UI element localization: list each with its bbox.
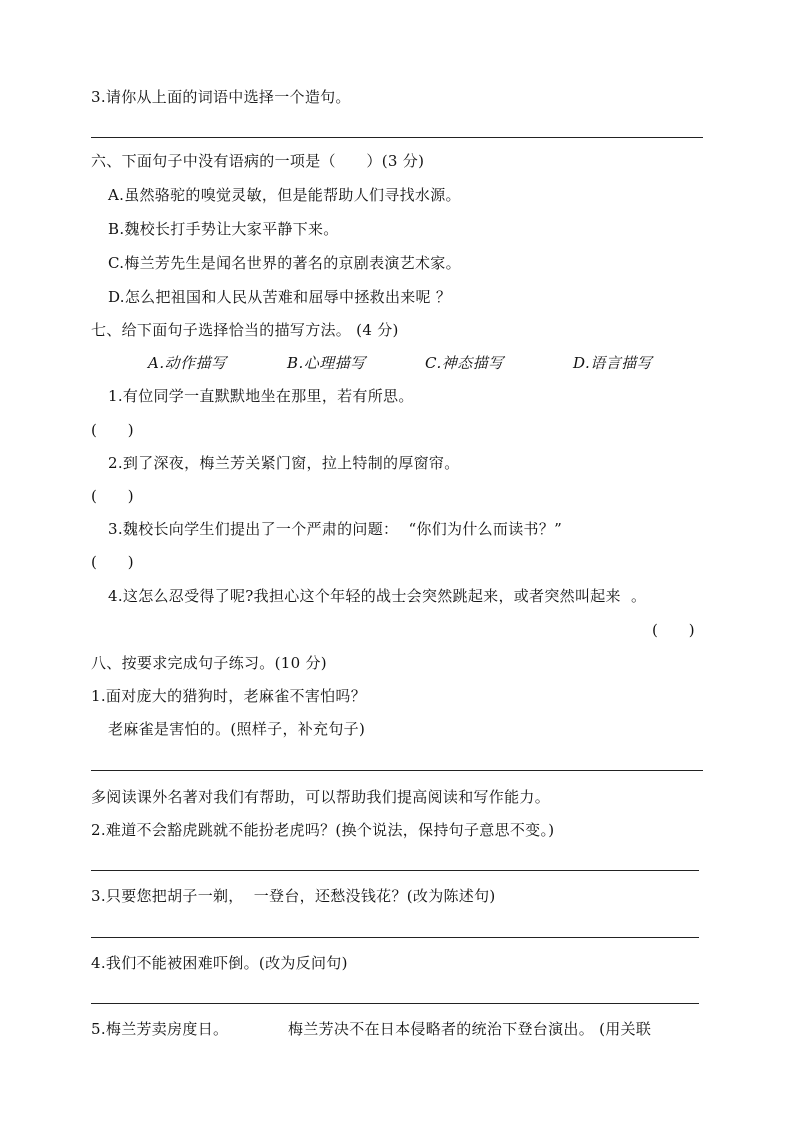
section-8-question-5-part-1: 5.梅兰芳卖房度日。: [91, 1020, 229, 1038]
section-6-option-a: A.虽然骆驼的嗅觉灵敏，但是能帮助人们寻找水源。: [108, 186, 461, 204]
section-8-question-1: 1.面对庞大的猎狗时，老麻雀不害怕吗？: [91, 687, 367, 705]
answer-parentheses[interactable]: ( ): [652, 621, 695, 639]
question-3-word-sentence: 3.请你从上面的词语中选择一个造句。: [91, 88, 351, 106]
answer-line[interactable]: [91, 937, 699, 938]
answer-line[interactable]: [91, 1003, 699, 1004]
section-6-option-d: D.怎么把祖国和人民从苦难和屈辱中拯救出来呢 ？: [108, 288, 452, 306]
answer-parentheses[interactable]: ( ): [91, 553, 134, 571]
section-7-question-2: 2.到了深夜，梅兰芳关紧门窗，拉上特制的厚窗帘。: [108, 454, 460, 472]
section-8-question-1-instruction: 老麻雀是害怕的。(照样子，补充句子): [108, 720, 366, 738]
section-6-option-c: C.梅兰芳先生是闻名世界的著名的京剧表演艺术家。: [108, 254, 461, 272]
answer-line[interactable]: [91, 770, 703, 771]
section-8-question-4: 4.我们不能被困难吓倒。(改为反问句): [91, 954, 348, 972]
section-7-title: 七、给下面句子选择恰当的描写方法。 (4 分): [91, 321, 399, 339]
answer-line[interactable]: [91, 870, 699, 871]
section-8-question-3: 3.只要您把胡子一剃， 一登台，还愁没钱花？(改为陈述句): [91, 887, 496, 905]
method-option-c: C.神态描写: [425, 354, 504, 372]
section-8-title: 八、按要求完成句子练习。(10 分): [91, 654, 327, 672]
answer-parentheses[interactable]: ( ): [91, 421, 134, 439]
answer-line[interactable]: [91, 137, 703, 138]
section-6-option-b: B.魏校长打手势让大家平静下来。: [108, 220, 339, 238]
section-8-question-2: 2.难道不会豁虎跳就不能扮老虎吗？(换个说法，保持句子意思不变。): [91, 821, 555, 839]
section-8-question-1-example: 多阅读课外名著对我们有帮助，可以帮助我们提高阅读和写作能力。: [91, 788, 551, 806]
method-option-b: B.心理描写: [287, 354, 366, 372]
section-7-question-1: 1.有位同学一直默默地坐在那里，若有所思。: [108, 387, 414, 405]
answer-parentheses[interactable]: ( ): [91, 487, 134, 505]
method-option-d: D.语言描写: [573, 354, 653, 372]
section-7-question-4: 4.这怎么忍受得了呢?我担心这个年轻的战士会突然跳起来，或者突然叫起来 。: [108, 587, 647, 605]
section-7-question-3: 3.魏校长向学生们提出了一个严肃的问题： “你们为什么而读书？”: [108, 520, 563, 538]
section-6-title: 六、下面句子中没有语病的一项是（ ）(3 分): [91, 152, 425, 170]
section-8-question-5-part-2: 梅兰芳决不在日本侵略者的统治下登台演出。 (用关联: [288, 1020, 652, 1038]
method-option-a: A.动作描写: [148, 354, 227, 372]
